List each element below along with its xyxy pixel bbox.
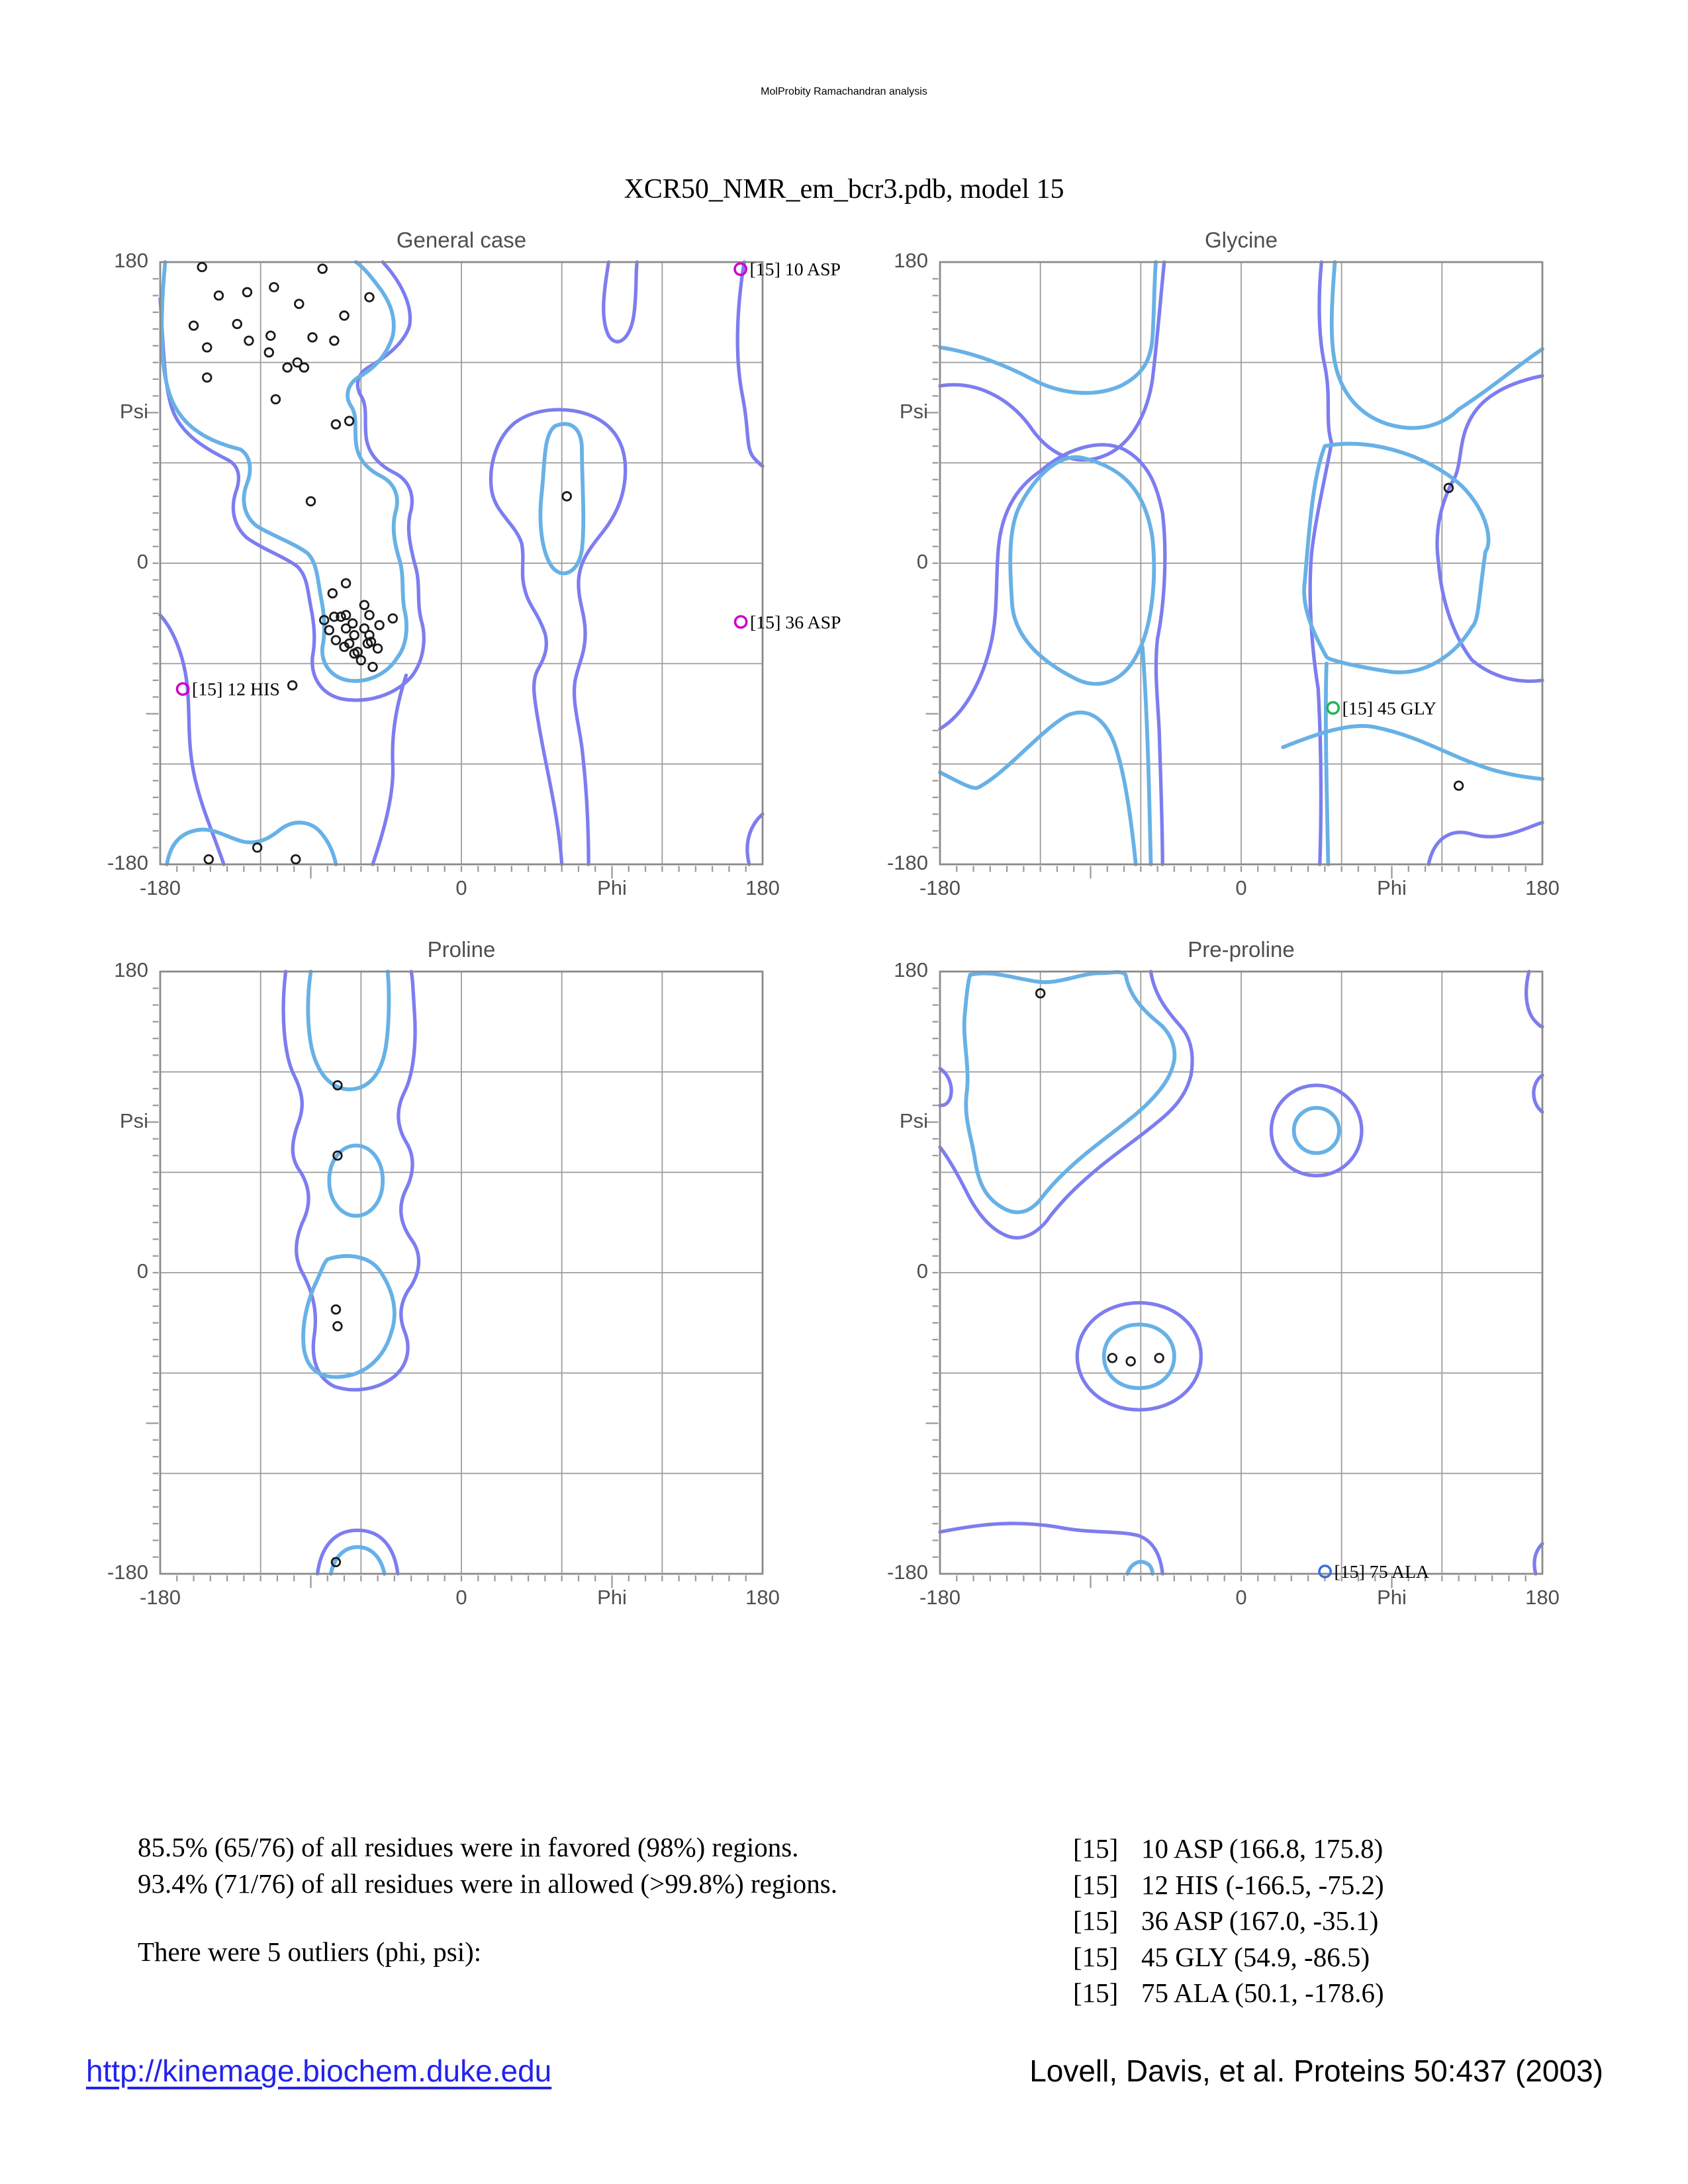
- grid-lines: [940, 972, 1542, 1574]
- outlier-label: [15] 36 ASP: [750, 612, 841, 633]
- data-point: [375, 621, 384, 629]
- model-subtitle: XCR50_NMR_em_bcr3.pdb, model 15: [624, 174, 1064, 205]
- data-point: [348, 619, 357, 628]
- favored-contour: [1294, 1108, 1339, 1153]
- allowed-contour: [1077, 1303, 1201, 1410]
- axis-ticks: [926, 988, 1526, 1588]
- x-axis-label: 0: [1235, 1586, 1247, 1609]
- plot-title-glycine: Glycine: [1204, 228, 1278, 252]
- plot-glycine: [886, 228, 1560, 899]
- y-axis-label: 180: [114, 958, 148, 981]
- outlier-markers: [1327, 698, 1436, 719]
- data-point: [332, 636, 340, 645]
- plot-proline: [107, 937, 780, 1609]
- allowed-contour: [737, 262, 763, 466]
- favored-contour: [167, 823, 336, 864]
- outlier-label: [15] 45 GLY: [1342, 698, 1437, 719]
- y-axis-label: Psi: [899, 1109, 928, 1132]
- y-axis-label: 0: [916, 550, 928, 573]
- data-point: [308, 333, 317, 341]
- x-axis-label: 180: [1525, 1586, 1560, 1609]
- x-axis-label: -180: [139, 876, 181, 899]
- outlier-row: [1073, 1939, 1384, 1976]
- kinemage-link[interactable]: http://kinemage.biochem.duke.edu: [86, 2054, 552, 2088]
- allowed-contour: [491, 410, 626, 864]
- data-points: [1036, 989, 1163, 1366]
- x-axis-label: Phi: [1377, 876, 1407, 899]
- y-axis-label: 180: [894, 249, 928, 272]
- outlier-residue: 12 HIS (-166.5, -75.2): [1141, 1869, 1384, 1900]
- data-point: [203, 373, 211, 382]
- x-axis-label: -180: [919, 876, 961, 899]
- outlier-label: [15] 10 ASP: [749, 259, 841, 281]
- data-point: [330, 336, 339, 345]
- favored-contour: [940, 713, 1136, 864]
- data-point: [342, 611, 350, 619]
- favored-contour: [1332, 262, 1542, 428]
- model-tag: [15]: [1073, 1941, 1119, 1972]
- data-point: [198, 263, 207, 271]
- y-axis-label: Psi: [119, 399, 148, 423]
- allowed-contour: [1437, 376, 1542, 681]
- outlier-residue: 36 ASP (167.0, -35.1): [1141, 1905, 1379, 1936]
- ramachandran-canvas: [940, 262, 1542, 864]
- page-title: MolProbity Ramachandran analysis: [761, 86, 927, 97]
- data-point: [563, 492, 571, 501]
- data-point: [205, 855, 213, 864]
- allowed-contour: [1534, 1544, 1542, 1574]
- x-axis-label: Phi: [597, 876, 627, 899]
- data-point: [214, 291, 223, 300]
- y-axis-label: 180: [894, 958, 928, 981]
- data-point: [300, 363, 308, 372]
- data-point: [283, 363, 292, 372]
- allowed-contour: [160, 615, 224, 864]
- x-axis-label: -180: [139, 1586, 181, 1609]
- data-point: [328, 589, 337, 598]
- y-axis-label: -180: [107, 1561, 148, 1584]
- x-axis-label: 180: [745, 876, 780, 899]
- outlier-marker: [735, 616, 747, 627]
- summary-stats: [138, 1829, 837, 1970]
- favored-contour: [1304, 443, 1488, 672]
- allowed-contour: [1526, 972, 1542, 1026]
- outlier-residue: 45 GLY (54.9, -86.5): [1141, 1941, 1370, 1972]
- y-axis-label: 0: [136, 1259, 148, 1283]
- axis-ticks: [926, 279, 1526, 878]
- favored-contour: [329, 1146, 383, 1216]
- y-axis-label: 0: [136, 550, 148, 573]
- data-point: [332, 1305, 340, 1314]
- data-point: [271, 395, 280, 404]
- data-point: [350, 631, 359, 639]
- data-point: [1108, 1354, 1117, 1363]
- allowed-contour: [373, 675, 406, 864]
- ramachandran-canvas: [940, 972, 1542, 1583]
- data-point: [345, 417, 353, 426]
- data-point: [243, 288, 252, 296]
- model-tag: [15]: [1073, 1978, 1119, 2008]
- allowed-stat-line: 93.4% (71/76) of all residues were in allowed (>99.8%) regions.: [138, 1868, 837, 1899]
- data-point: [267, 332, 275, 340]
- allowed-contour: [1534, 1075, 1542, 1113]
- grid-lines: [940, 262, 1542, 864]
- favored-contour: [1326, 664, 1329, 864]
- data-point: [373, 645, 382, 653]
- x-axis-label: 0: [1235, 876, 1247, 899]
- outlier-row: [1073, 1867, 1384, 1903]
- y-axis-label: -180: [107, 851, 148, 874]
- data-point: [389, 614, 397, 623]
- allowed-contour: [940, 262, 1164, 460]
- data-point: [265, 348, 273, 357]
- data-point: [365, 611, 374, 619]
- allowed-contour: [1429, 823, 1542, 864]
- plot-pre-proline: [886, 937, 1560, 1609]
- data-point: [365, 293, 374, 302]
- x-axis-label: 0: [455, 1586, 467, 1609]
- outlier-row: [1073, 1903, 1384, 1939]
- plot-title-proline: Proline: [427, 937, 496, 962]
- data-point: [203, 343, 211, 352]
- plot-general-case: [107, 228, 841, 899]
- favored-contour: [940, 262, 1156, 393]
- outlier-row: [1073, 1831, 1384, 1867]
- x-axis-label: 0: [455, 876, 467, 899]
- model-tag: [15]: [1073, 1833, 1119, 1864]
- spacer: [138, 1902, 837, 1934]
- axis-ticks: [146, 988, 746, 1588]
- ramachandran-canvas: [160, 972, 763, 1574]
- data-point: [233, 320, 242, 328]
- x-axis-label: -180: [919, 1586, 961, 1609]
- allowed-contour: [604, 262, 637, 341]
- data-point: [340, 312, 349, 320]
- data-point: [1454, 782, 1463, 790]
- y-axis-label: 180: [114, 249, 148, 272]
- model-tag: [15]: [1073, 1869, 1119, 1900]
- data-point: [318, 265, 327, 273]
- outlier-residue: 75 ALA (50.1, -178.6): [1141, 1978, 1384, 2008]
- favored-contour: [1143, 647, 1151, 864]
- outlier-label: [15] 12 HIS: [192, 679, 280, 700]
- x-axis-label: Phi: [1377, 1586, 1407, 1609]
- data-point: [1127, 1357, 1135, 1366]
- grid-lines: [160, 972, 763, 1574]
- data-point: [325, 626, 334, 635]
- outlier-marker: [1319, 1566, 1331, 1577]
- data-point: [334, 1322, 342, 1331]
- outlier-label: [15] 75 ALA: [1334, 1562, 1430, 1583]
- grid-lines: [160, 262, 763, 864]
- outlier-marker: [1327, 702, 1338, 713]
- data-point: [332, 420, 340, 429]
- data-point: [245, 336, 254, 345]
- data-point: [1155, 1354, 1164, 1363]
- data-points: [1444, 484, 1463, 790]
- plot-title-pre-proline: Pre-proline: [1188, 937, 1295, 962]
- model-tag: [15]: [1073, 1905, 1119, 1936]
- outlier-list: [1073, 1831, 1384, 2011]
- allowed-contour: [940, 972, 1192, 1238]
- allowed-contour: [940, 1069, 951, 1106]
- outlier-markers: [1319, 1562, 1429, 1582]
- favored-contour: [1127, 1562, 1152, 1574]
- data-point: [342, 579, 350, 588]
- y-axis-label: 0: [916, 1259, 928, 1283]
- outlier-row: [1073, 1975, 1384, 2011]
- x-axis-label: Phi: [597, 1586, 627, 1609]
- data-point: [189, 322, 198, 330]
- y-axis-label: Psi: [899, 399, 928, 423]
- favored-contour: [964, 972, 1175, 1212]
- x-axis-label: 180: [1525, 876, 1560, 899]
- allowed-contour: [160, 262, 424, 700]
- data-point: [291, 855, 300, 864]
- allowed-contour: [1272, 1085, 1362, 1176]
- plot-title-general-case: General case: [396, 228, 527, 252]
- data-point: [295, 300, 303, 308]
- allowed-contour: [940, 445, 1165, 864]
- favored-contour: [1010, 457, 1154, 684]
- y-axis-label: -180: [886, 1561, 928, 1584]
- axis-ticks: [146, 279, 746, 878]
- y-axis-label: Psi: [119, 1109, 148, 1132]
- x-axis-label: 180: [745, 1586, 780, 1609]
- y-axis-label: -180: [886, 851, 928, 874]
- data-point: [306, 497, 315, 506]
- allowed-contour: [747, 814, 763, 864]
- data-point: [288, 681, 297, 690]
- outlier-markers: [177, 259, 841, 700]
- favored-stat-line: 85.5% (65/76) of all residues were in favored (98%) regions.: [138, 1832, 799, 1862]
- ramachandran-canvas: [160, 259, 841, 864]
- citation-text: Lovell, Davis, et al. Proteins 50:437 (2003): [1029, 2054, 1603, 2088]
- allowed-contour: [318, 1530, 398, 1574]
- data-point: [270, 283, 279, 292]
- outlier-count-line: There were 5 outliers (phi, psi):: [138, 1936, 482, 1967]
- outlier-residue: 10 ASP (166.8, 175.8): [1141, 1833, 1383, 1864]
